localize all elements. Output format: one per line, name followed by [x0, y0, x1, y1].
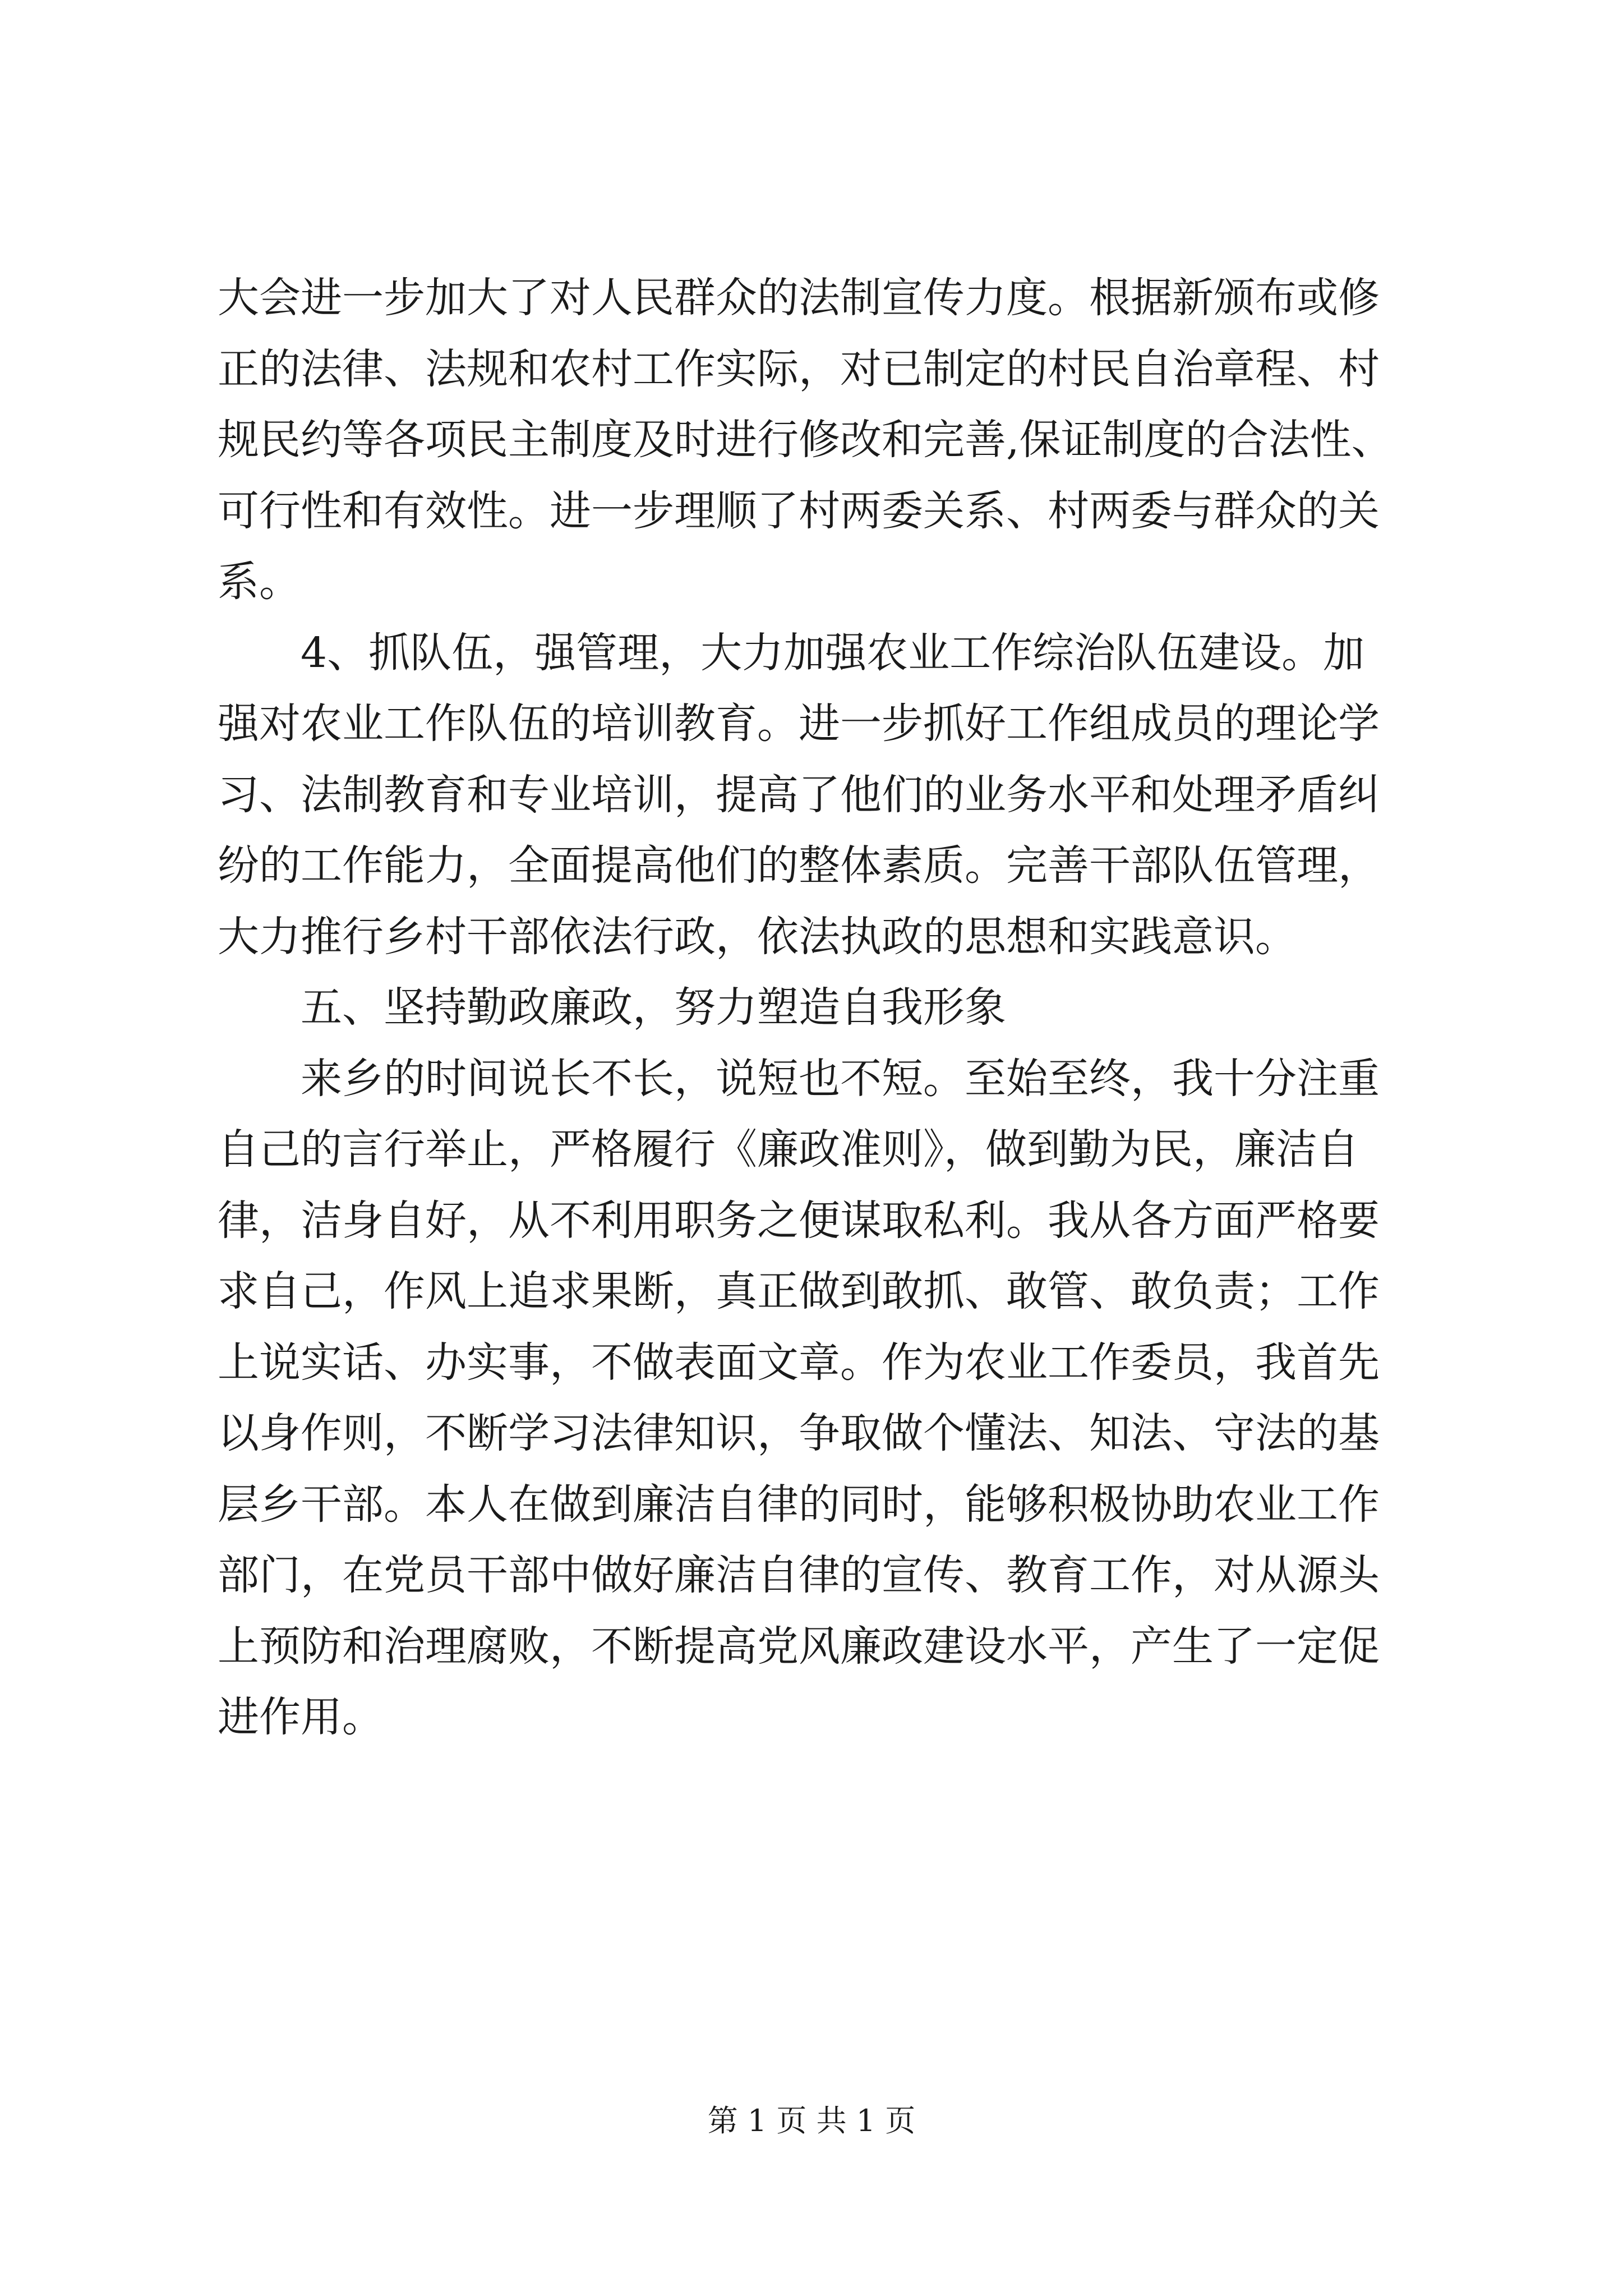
paragraph-line: 上预防和治理腐败，不断提高党风廉政建设水平，产生了一定促 — [218, 1622, 1380, 1671]
paragraph-line: 系。 — [218, 558, 301, 606]
paragraph-line: 强对农业工作队伍的培训教育。进一步抓好工作组成员的理论学 — [218, 700, 1380, 748]
paragraph-line: 纷的工作能力，全面提高他们的整体素质。完善干部队伍管理， — [218, 841, 1380, 890]
paragraph-line: 求自己，作风上追求果断，真正做到敢抓、敢管、敢负责；工作 — [218, 1267, 1380, 1315]
paragraph-line: 大会进一步加大了对人民群众的法制宣传力度。根据新颁布或修 — [218, 274, 1380, 322]
paragraph-line: 来乡的时间说长不长，说短也不短。至始至终，我十分注重 — [301, 1054, 1380, 1103]
paragraph-line: 正的法律、法规和农村工作实际，对已制定的村民自治章程、村 — [218, 344, 1380, 393]
paragraph-line: 部门，在党员干部中做好廉洁自律的宣传、教育工作，对从源头 — [218, 1551, 1380, 1599]
paragraph-line: 大力推行乡村干部依法行政，依法执政的思想和实践意识。 — [218, 912, 1297, 961]
paragraph-line: 可行性和有效性。进一步理顺了村两委关系、村两委与群众的关 — [218, 486, 1380, 535]
paragraph-line: 自己的言行举止，严格履行《廉政准则》，做到勤为民，廉洁自 — [218, 1125, 1359, 1174]
paragraph-line: 以身作则，不断学习法律知识，争取做个懂法、知法、守法的基 — [218, 1409, 1380, 1457]
paragraph-line: 律，洁身自好，从不利用职务之便谋取私利。我从各方面严格要 — [218, 1196, 1380, 1245]
paragraph-line: 习、法制教育和专业培训，提高了他们的业务水平和处理矛盾纠 — [218, 770, 1380, 819]
paragraph-line: 规民约等各项民主制度及时进行修改和完善,保证制度的合法性、 — [218, 416, 1393, 464]
section-heading: 五、坚持勤政廉政，努力塑造自我形象 — [301, 983, 1006, 1032]
document-body — [218, 263, 1491, 1753]
page-footer: 第 1 页 共 1 页 — [707, 2103, 916, 2138]
paragraph-line: 4、抓队伍，强管理，大力加强农业工作综治队伍建设。加 — [301, 628, 1365, 677]
paragraph-line: 进作用。 — [218, 1693, 384, 1741]
paragraph-line: 上说实话、办实事，不做表面文章。作为农业工作委员，我首先 — [218, 1338, 1380, 1387]
paragraph-line: 层乡干部。本人在做到廉洁自律的同时，能够积极协助农业工作 — [218, 1480, 1380, 1529]
